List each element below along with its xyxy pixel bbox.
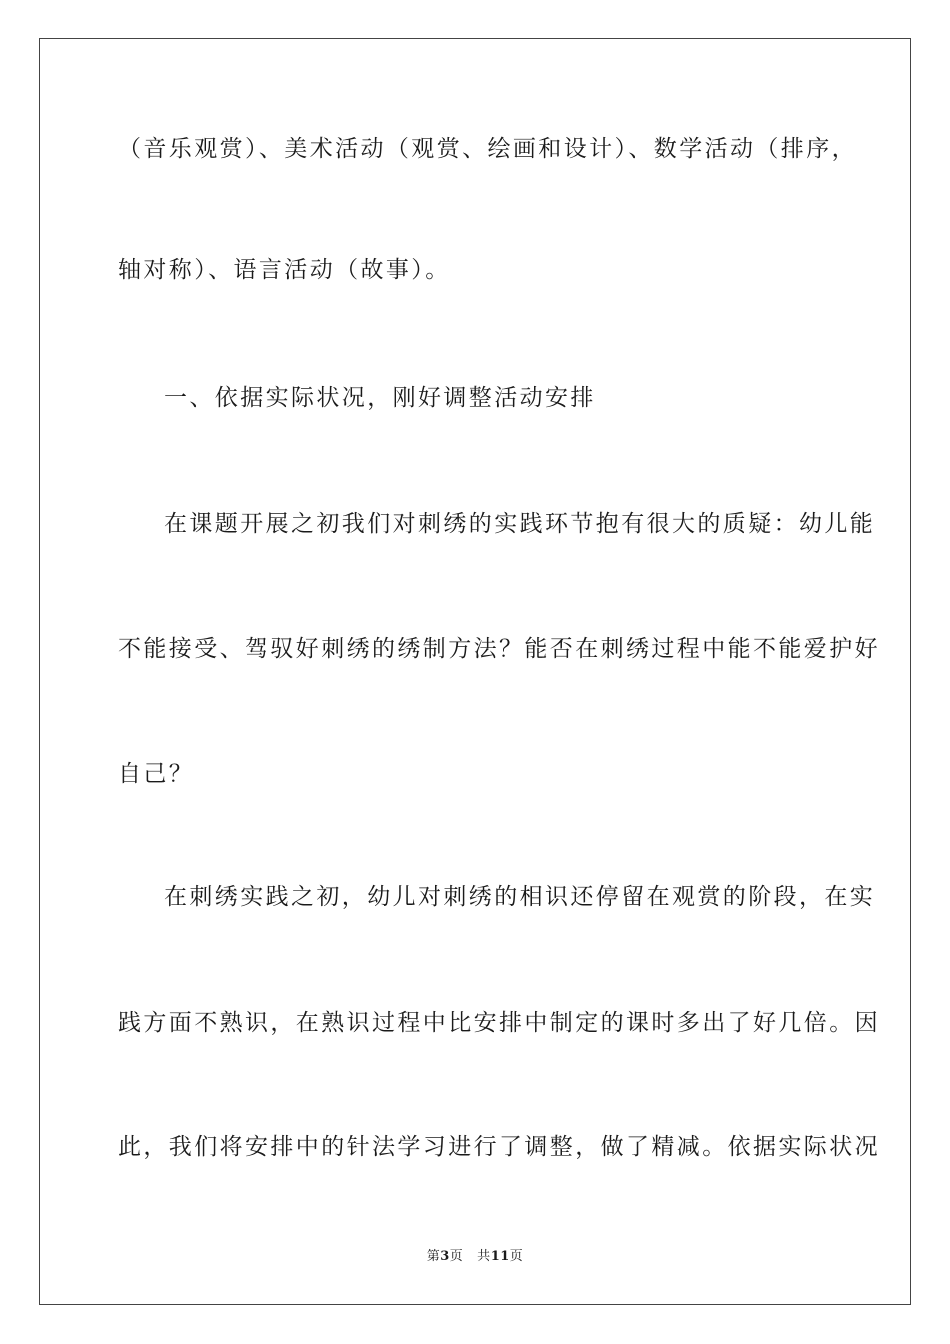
text-line-8: 践方面不熟识，在熟识过程中比安排中制定的课时多出了好几倍。因 [118,1010,880,1036]
section-heading: 一、依据实际状况，刚好调整活动安排 [164,385,596,411]
page-border [39,38,911,1305]
footer-total-suffix: 页 [509,1249,524,1264]
text-line-7: 在刺绣实践之初，幼儿对刺绣的相识还停留在观赏的阶段，在实 [164,884,876,910]
footer-total-prefix: 共 [477,1249,491,1264]
footer-page-suffix: 页 [449,1249,464,1264]
text-line-9: 此，我们将安排中的针法学习进行了调整，做了精减。依据实际状况 [118,1134,880,1160]
footer-page-number: 3 [440,1249,450,1264]
text-line-6: 自己？ [118,761,195,787]
text-line-4: 在课题开展之初我们对刺绣的实践环节抱有很大的质疑：幼儿能 [164,511,876,537]
footer-total-pages: 11 [490,1249,510,1264]
text-line-5: 不能接受、驾驭好刺绣的绣制方法？能否在刺绣过程中能不能爱护好 [118,636,880,662]
footer-page-prefix: 第 [426,1249,441,1264]
page-footer [0,1245,950,1264]
text-line-1: （音乐观赏）、美术活动（观赏、绘画和设计）、数学活动（排序， [118,136,857,162]
text-line-2: 轴对称）、语言活动（故事）。 [118,257,451,283]
